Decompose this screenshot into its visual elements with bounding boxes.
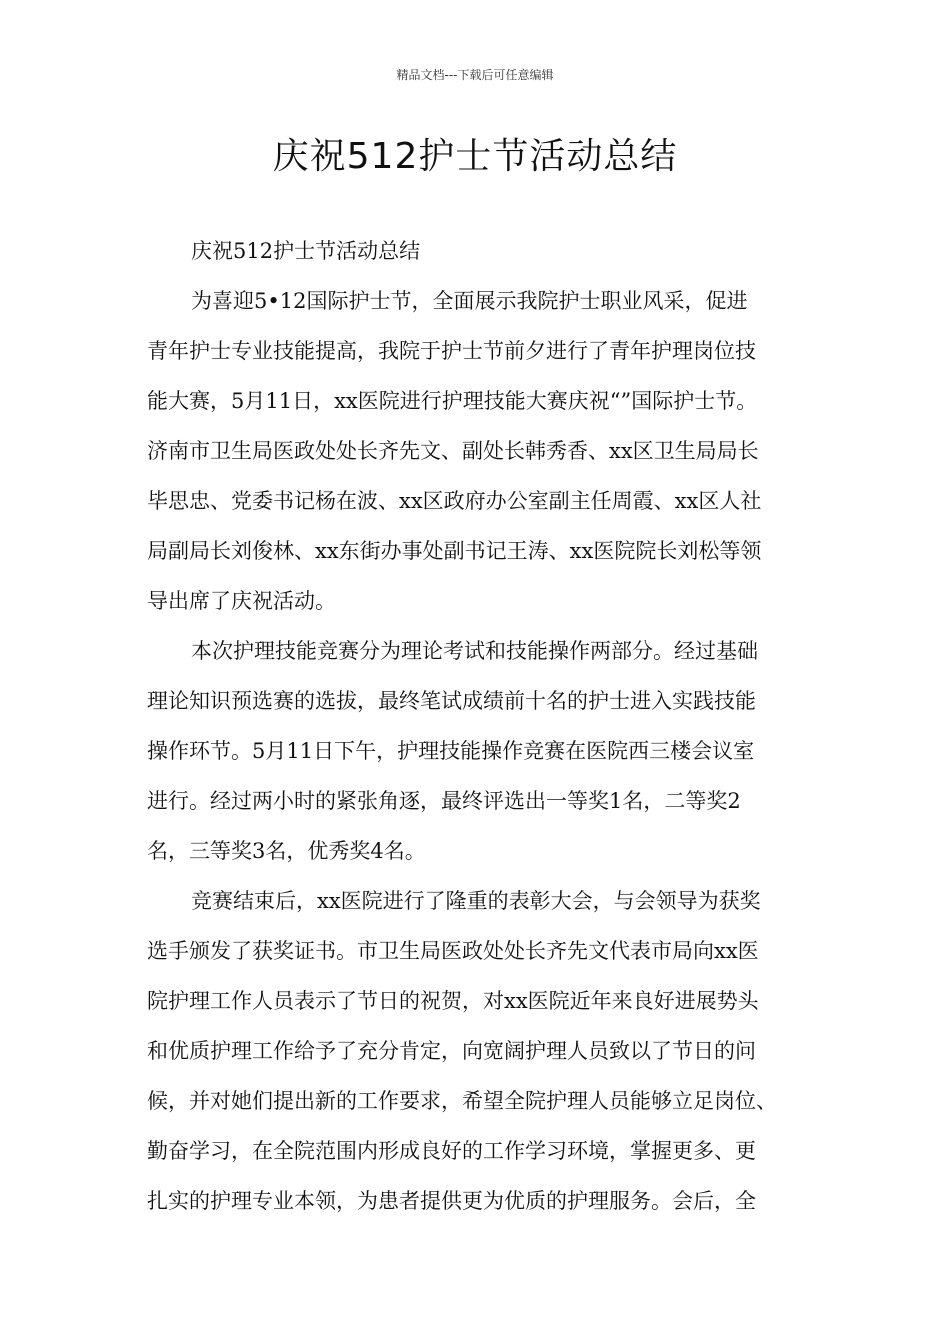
- body-line: 为喜迎5•12国际护士节，全面展示我院护士职业风采，促进: [191, 289, 748, 313]
- body-line: 济南市卫生局医政处处长齐先文、副处长韩秀香、xx区卫生局局长: [147, 439, 759, 463]
- body-line: 青年护士专业技能提高，我院于护士节前夕进行了青年护理岗位技: [147, 339, 756, 363]
- body-line: 扎实的护理专业本领，为患者提供更为优质的护理服务。会后，全: [147, 1189, 756, 1213]
- body-line: 本次护理技能竞赛分为理论考试和技能操作两部分。经过基础: [191, 639, 758, 663]
- body-line: 导出席了庆祝活动。: [147, 589, 336, 613]
- body-line: 进行。经过两小时的紧张角逐，最终评选出一等奖1名，二等奖2: [147, 789, 741, 813]
- body-line: 能大赛，5月11日，xx医院进行护理技能大赛庆祝“”国际护士节。: [147, 389, 758, 413]
- body-line: 候，并对她们提出新的工作要求，希望全院护理人员能够立足岗位、: [147, 1089, 777, 1113]
- body-line: 和优质护理工作给予了充分肯定，向宽阔护理人员致以了节日的问: [147, 1039, 756, 1063]
- body-line: 选手颁发了获奖证书。市卫生局医政处处长齐先文代表市局向xx医: [147, 939, 759, 963]
- body-line: 操作环节。5月11日下午，护理技能操作竞赛在医院西三楼会议室: [147, 739, 755, 763]
- header-note: 精品文档---下载后可任意编辑: [396, 68, 554, 82]
- body-line: 名，三等奖3名，优秀奖4名。: [147, 839, 426, 863]
- document-title: 庆祝512护士节活动总结: [272, 136, 678, 177]
- body-line: 庆祝512护士节活动总结: [191, 239, 421, 263]
- body-line: 毕思忠、党委书记杨在波、xx区政府办公室副主任周霞、xx区人社: [147, 489, 762, 513]
- body-line: 勤奋学习，在全院范围内形成良好的工作学习环境，掌握更多、更: [147, 1139, 756, 1163]
- body-line: 院护理工作人员表示了节日的祝贺，对xx医院近年来良好进展势头: [147, 989, 759, 1013]
- body-line: 理论知识预选赛的选拔，最终笔试成绩前十名的护士进入实践技能: [147, 689, 756, 713]
- body-line: 竞赛结束后，xx医院进行了隆重的表彰大会，与会领导为获奖: [191, 889, 761, 913]
- document-body: [147, 231, 811, 1231]
- body-line: 局副局长刘俊林、xx东街办事处副书记王涛、xx医院院长刘松等领: [147, 539, 762, 563]
